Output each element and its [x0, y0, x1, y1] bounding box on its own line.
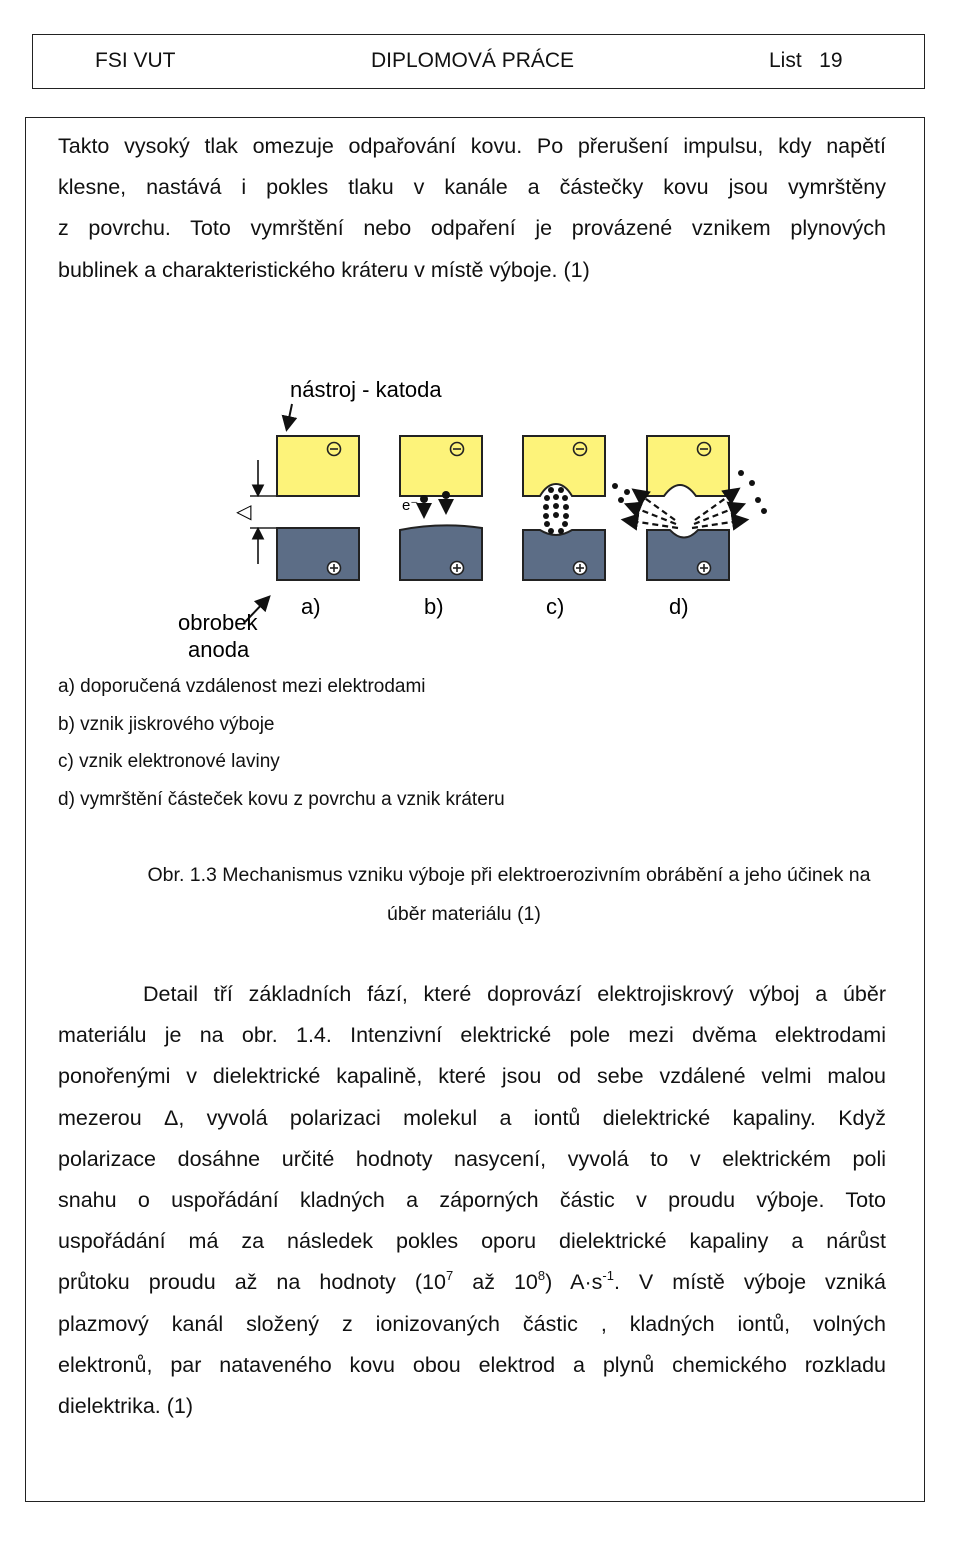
panel-label-a: a) — [301, 594, 321, 619]
workpiece-electrode — [400, 525, 482, 580]
workpiece-electrode — [647, 530, 729, 580]
legend-item: c) vznik elektronové laviny — [58, 751, 280, 772]
delta-gap-icon: ◁ — [236, 501, 252, 523]
page-header — [32, 34, 925, 89]
tool-electrode — [523, 436, 605, 496]
header-institution: FSI VUT — [95, 49, 176, 72]
tool-pointer-arrow — [287, 404, 292, 428]
electron-icon — [420, 495, 428, 503]
panel-c — [523, 436, 605, 580]
panel-a — [235, 436, 359, 580]
figure-caption: Obr. 1.3 Mechanismus vzniku výboje při elektroerozivním obrábění a jeho účinek na — [147, 864, 871, 886]
intro-line: bublinek a charakteristického kráteru v místě výboje. (1) — [58, 257, 590, 282]
intro-line: Takto vysoký tlak omezuje odpařování kovu. Po přerušení impulsu, kdy napětí — [58, 134, 886, 158]
body-line: elektronů, par nataveného kovu obou elektrod a plynů chemického rozkladu — [58, 1352, 886, 1377]
body-line: uspořádání má za následek pokles oporu dielektrické kapaliny a nárůst — [58, 1229, 886, 1254]
edm-mechanism-figure — [0, 360, 960, 670]
intro-line: z povrchu. Toto vymrštění nebo odpaření je provázené vznikem plynových — [58, 216, 886, 241]
panel-b — [400, 436, 482, 580]
body-paragraph — [58, 974, 886, 1427]
body-line: materiálu je na obr. 1.4. Intenzivní elektrické pole mezi dvěma elektrodami — [58, 1023, 886, 1048]
body-line: polarizace dosáhne určité hodnoty nasycení, vyvolá to v elektrickém poli — [58, 1146, 886, 1171]
body-line: snahu o uspořádání kladných a záporných částic v proudu výboje. Toto — [58, 1188, 886, 1213]
workpiece-label: obrobek — [178, 610, 258, 635]
body-line: plazmový kanál složený z ionizovaných částic , kladných iontů, volných — [58, 1311, 886, 1336]
workpiece-electrode — [277, 528, 359, 580]
body-line: ponořenými v dielektrické kapalině, které jsou od sebe vzdálené velmi malou — [58, 1064, 886, 1089]
panel-label-b: b) — [424, 594, 444, 619]
body-line: Detail tří základních fází, které doprovází elektrojiskrový výboj a úběr — [143, 982, 886, 1006]
figure-caption-line2: úběr materiálu (1) — [387, 903, 541, 925]
panel-d — [612, 436, 767, 580]
tool-cathode-label: nástroj - katoda — [290, 377, 442, 402]
electron-label: e⁻ — [402, 497, 419, 514]
panel-label-c: c) — [546, 594, 565, 619]
electron-avalanche — [543, 487, 569, 534]
tool-electrode — [400, 436, 482, 496]
panel-label-d: d) — [669, 594, 689, 619]
legend-item: a) doporučená vzdálenost mezi elektrodami — [58, 676, 426, 697]
body-line-exponents: průtoku proudu až na hodnoty ($10^7$ až $10^8$) $A\cdot s^{-1}$. V místě výboje vzniká — [58, 1268, 886, 1295]
intro-line: klesne, nastává i pokles tlaku v kanále a částečky kovu jsou vymrštěny — [58, 175, 886, 200]
tool-electrode — [277, 436, 359, 496]
anode-label: anoda — [188, 637, 250, 662]
intro-paragraph — [58, 126, 886, 291]
electron-icon — [442, 491, 450, 499]
header-title: DIPLOMOVÁ PRÁCE — [371, 49, 575, 72]
legend-item: b) vznik jiskrového výboje — [58, 713, 275, 735]
tool-electrode — [647, 436, 729, 496]
body-line: dielektrika. (1) — [58, 1394, 194, 1419]
header-page-number: List 19 — [769, 49, 843, 72]
legend-item: d) vymrštění částeček kovu z povrchu a vznik kráteru — [58, 788, 505, 810]
body-line: mezerou Δ, vyvolá polarizaci molekul a iontů dielektrické kapaliny. Když — [58, 1105, 886, 1130]
workpiece-electrode — [523, 530, 605, 580]
figure-legend — [58, 668, 505, 818]
